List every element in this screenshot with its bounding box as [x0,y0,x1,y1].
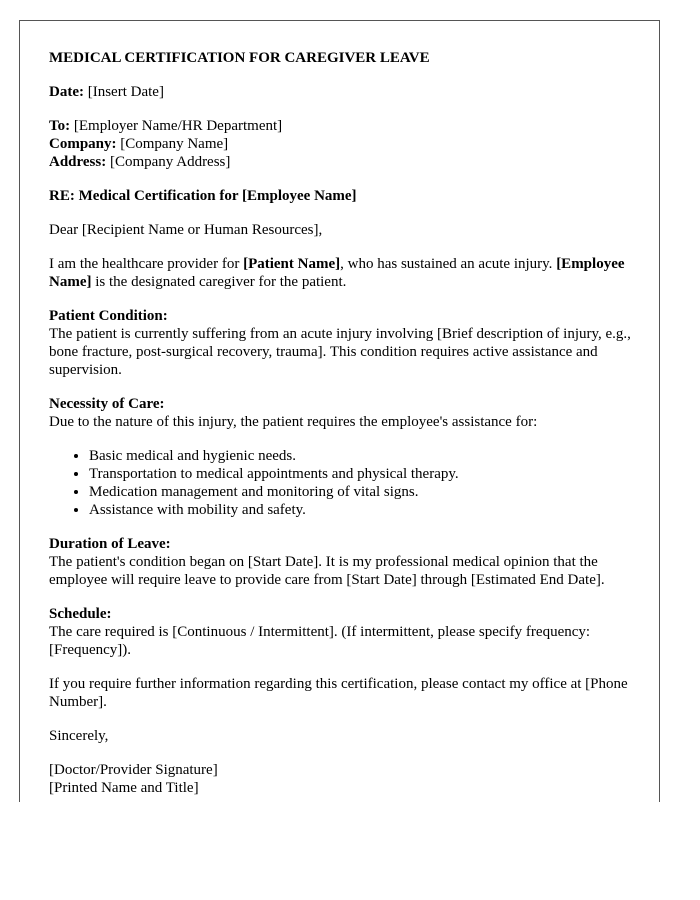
letter-content [49,49,634,802]
list-item: • Transportation to medical appointments and physical therapy. [89,465,634,483]
condition-section [49,307,634,379]
re-line [49,187,634,205]
signature-line: [Doctor/Provider Signature] [49,762,218,778]
list-item: • Medication management and monitoring of vital signs. [89,483,634,501]
necessity-text: Due to the nature of this injury, the patient requires the employee's assistance for: [49,414,538,430]
patient-name: [Patient Name] [243,256,341,272]
address-value: [Company Address] [109,154,231,170]
company-label: Company: [49,136,117,152]
recipient-block [49,117,634,171]
care-list [49,447,634,519]
condition-heading: Patient Condition: [49,308,168,324]
date-line [49,83,634,101]
condition-text: The patient is currently suffering from an acute injury involving [Brief description of injury, e.g., bone fracture, post-surgical recovery, trauma]. This condition requires active assistance and supervision. [49,326,631,378]
schedule-section [49,605,634,659]
document-title: MEDICAL CERTIFICATION FOR CAREGIVER LEAVE [49,50,430,66]
closing: Sincerely, [49,728,109,744]
list-item: • Basic medical and hygienic needs. [89,447,634,465]
schedule-text: The care required is [Continuous / Intermittent]. (If intermittent, please specify frequency: [Frequency]). [49,624,591,658]
salutation: Dear [Recipient Name or Human Resources], [49,222,323,238]
contact-paragraph: If you require further information regarding this certification, please contact my office at [Phone Number]. [49,676,628,710]
schedule-heading: Schedule: [49,606,112,622]
printed-name: [Printed Name and Title] [49,780,199,796]
company-value: [Company Name] [120,136,229,152]
date-label: Date: [49,84,84,100]
duration-text: The patient's condition began on [Start Date]. It is my professional medical opinion that the employee will require leave to provide care from [Start Date] through [Estimated End Date]. [49,554,605,588]
to-label: To: [49,118,71,134]
intro-part1: I am the healthcare provider for [49,256,244,272]
duration-section [49,535,634,589]
address-label: Address: [49,154,107,170]
necessity-heading: Necessity of Care: [49,396,165,412]
necessity-section [49,395,634,431]
document-page [19,20,660,802]
intro-part3: is the designated caregiver for the patient. [91,274,347,290]
employee-name: [Employee Name] [49,256,625,290]
date-value: [Insert Date] [87,84,164,100]
list-item: • Assistance with mobility and safety. [89,501,634,519]
intro-paragraph [49,255,634,291]
duration-heading: Duration of Leave: [49,536,171,552]
signature-block [49,761,634,797]
to-value: [Employer Name/HR Department] [73,118,283,134]
intro-part2: , who has sustained an acute injury. [340,256,557,272]
re-text: RE: Medical Certification for [Employee Name] [49,188,357,204]
